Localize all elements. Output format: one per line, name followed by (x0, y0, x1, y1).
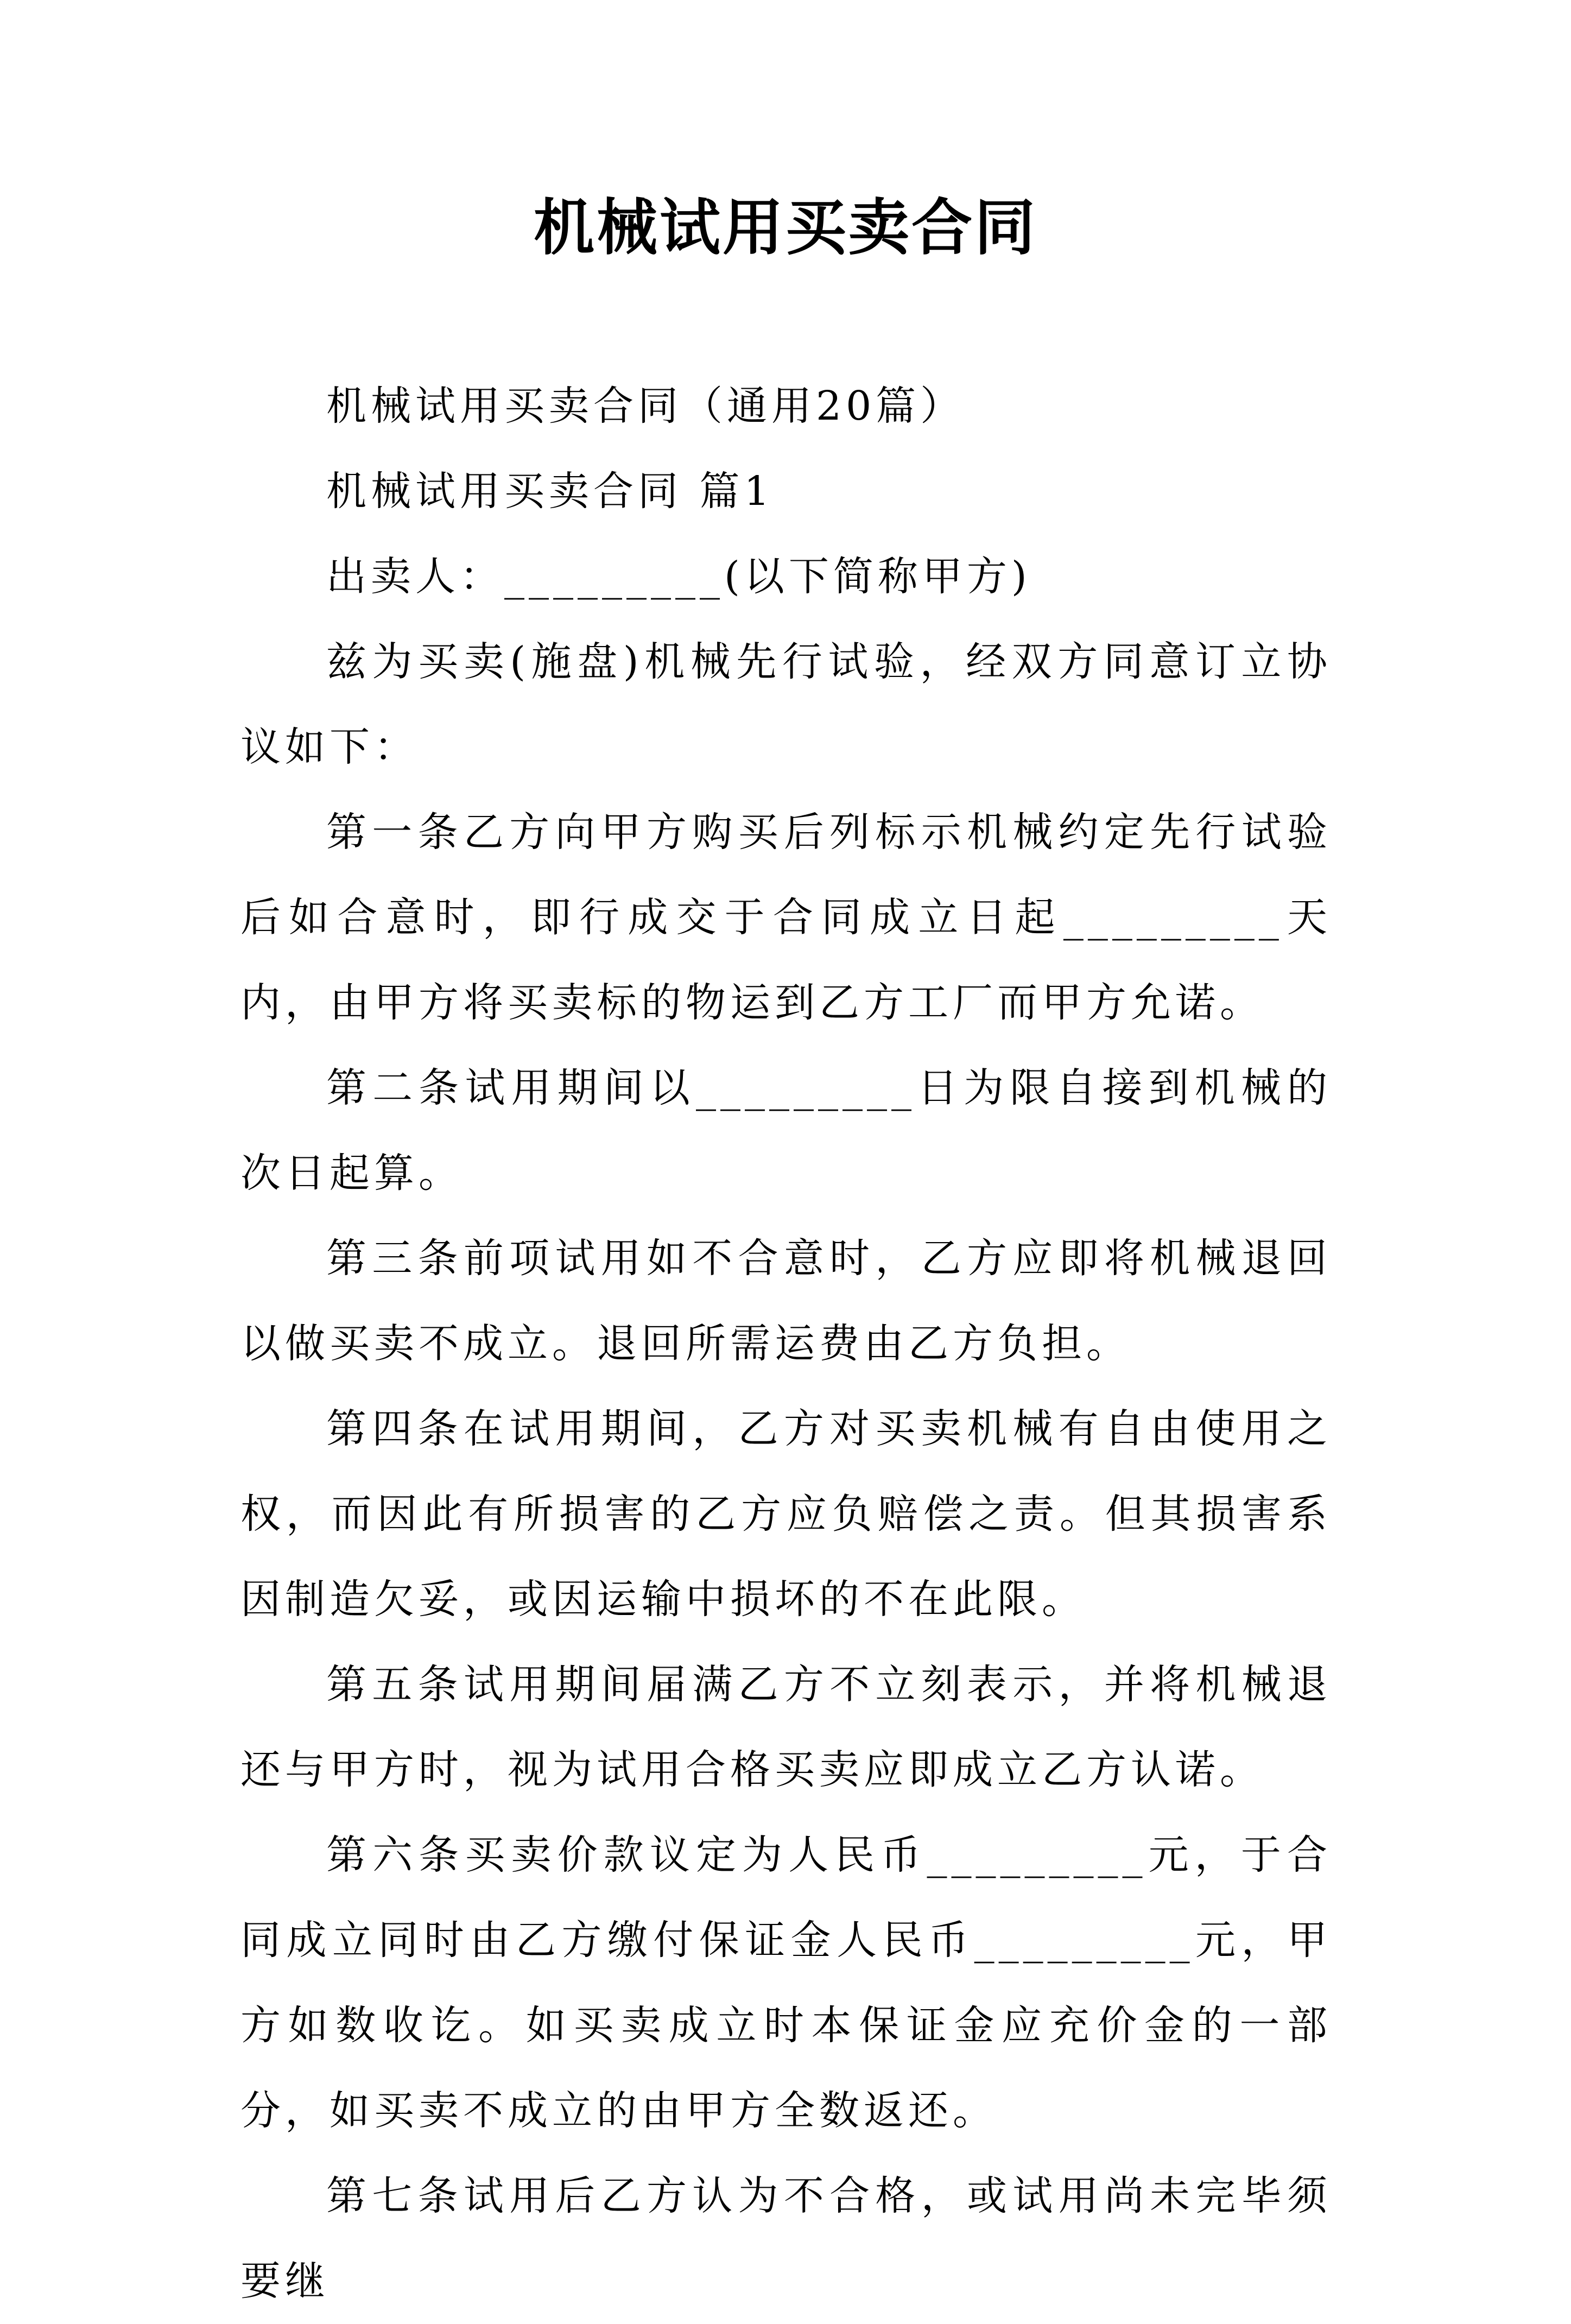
document-body (240, 364, 1332, 2324)
paragraph-article-2: 第二条试用期间以_________日为限自接到机械的次日起算。 (240, 1065, 1332, 1196)
paragraph-section-heading: 机械试用买卖合同 篇1 (326, 468, 774, 515)
paragraph-article-7: 第七条试用后乙方认为不合格，或试用尚未完毕须要继 (240, 2173, 1332, 2304)
paragraph-article-3: 第三条前项试用如不合意时，乙方应即将机械退回以做买卖不成立。退回所需运费由乙方负担。 (240, 1235, 1332, 1367)
paragraph-article-1: 第一条乙方向甲方购买后列标示机械约定先行试验后如合意时，即行成交于合同成立日起_________天内，由甲方将买卖标的物运到乙方工厂而甲方允诺。 (240, 809, 1332, 1026)
paragraph-article-6: 第六条买卖价款议定为人民币_________元，于合同成立同时由乙方缴付保证金人民币_________元，甲方如数收讫。如买卖成立时本保证金应充价金的一部分，如买卖不成立的由甲方全数返还。 (240, 1832, 1332, 2134)
paragraph-article-4: 第四条在试用期间，乙方对买卖机械有自由使用之权，而因此有所损害的乙方应负赔偿之责。但其损害系因制造欠妥，或因运输中损坏的不在此限。 (240, 1405, 1332, 1623)
paragraph-article-5: 第五条试用期间届满乙方不立刻表示，并将机械退还与甲方时，视为试用合格买卖应即成立乙方认诺。 (240, 1661, 1332, 1793)
paragraph-subtitle: 机械试用买卖合同（通用20篇） (326, 383, 965, 429)
paragraph-preamble: 兹为买卖(施盘)机械先行试验，经双方同意订立协议如下： (240, 638, 1332, 770)
document-title: 机械试用买卖合同 (534, 192, 1037, 263)
paragraph-seller: 出卖人：_________(以下简称甲方) (326, 553, 1031, 600)
